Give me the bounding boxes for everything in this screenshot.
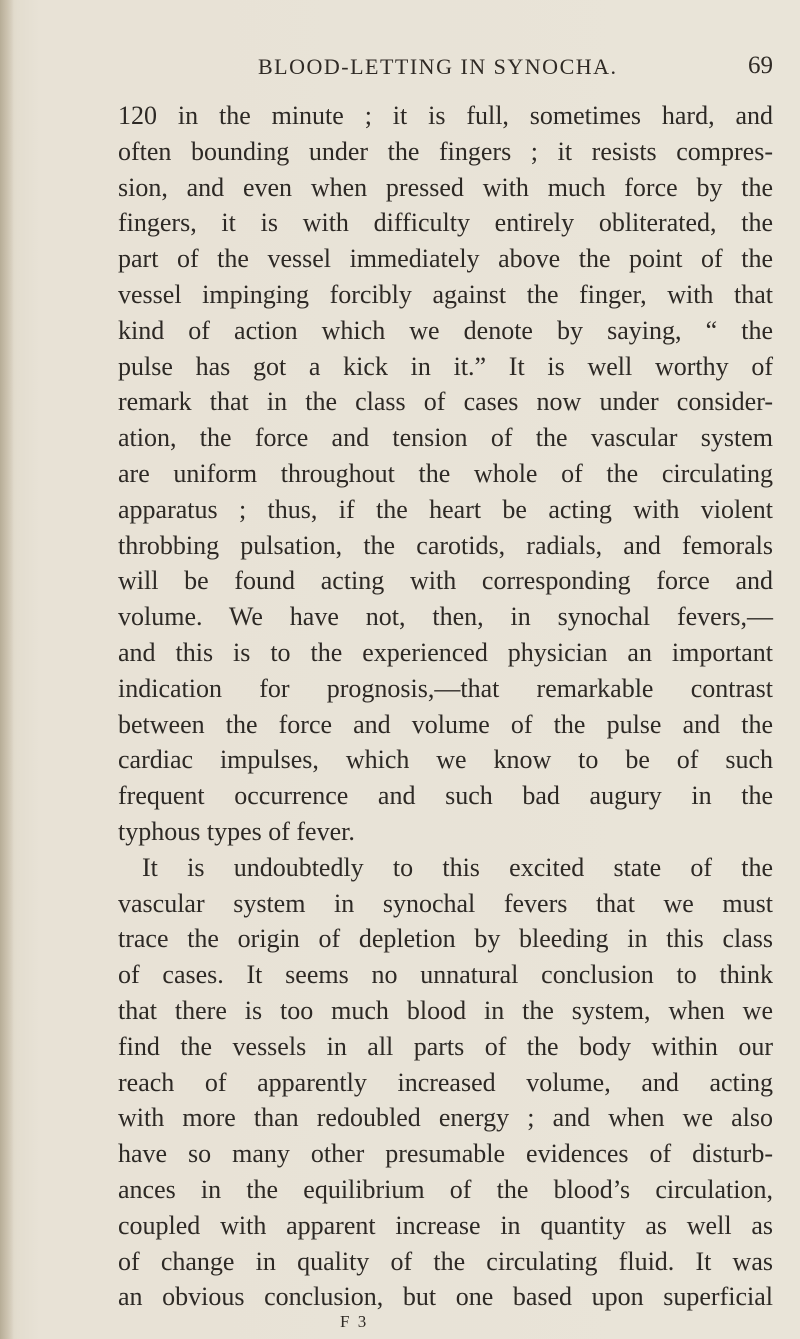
text-line: have so many other presumable evidences of disturb- xyxy=(118,1139,773,1169)
text-line: between the force and volume of the pulse and the xyxy=(118,709,773,739)
text-line: of change in quality of the circulating fluid. It was xyxy=(118,1246,773,1276)
text-line: 120 in the minute ; it is full, sometimes hard, and xyxy=(118,101,773,130)
running-head: BLOOD-LETTING IN SYNOCHA. xyxy=(258,54,618,79)
body-text xyxy=(118,98,773,1315)
page-header xyxy=(118,52,773,86)
text-line: an obvious conclusion, but one based upon superficial xyxy=(118,1282,773,1312)
text-line: ances in the equilibrium of the blood’s circulation, xyxy=(118,1174,773,1204)
text-line: apparatus ; thus, if the heart be acting with violent xyxy=(118,494,773,524)
text-line: trace the origin of depletion by bleeding in this class xyxy=(118,924,773,954)
text-line: frequent occurrence and such bad augury in the xyxy=(118,781,773,811)
text-line: of cases. It seems no unnatural conclusion to think xyxy=(118,960,773,990)
text-line: with more than redoubled energy ; and when we also xyxy=(118,1103,773,1133)
text-line: vessel impinging forcibly against the finger, with that xyxy=(118,279,773,309)
text-line: vascular system in synochal fevers that we must xyxy=(118,888,773,918)
text-line: coupled with apparent increase in quantity as well as xyxy=(118,1210,773,1240)
text-line: will be found acting with corresponding force and xyxy=(118,566,773,596)
text-line: typhous types of fever. xyxy=(118,816,355,846)
signature-mark: F 3 xyxy=(340,1312,369,1331)
text-line: find the vessels in all parts of the body within our xyxy=(118,1031,773,1061)
text-line: sion, and even when pressed with much force by the xyxy=(118,172,773,202)
text-line: fingers, it is with difficulty entirely obliterated, the xyxy=(118,208,773,238)
text-line: indication for prognosis,—that remarkable contrast xyxy=(118,673,773,703)
page-number: 69 xyxy=(748,52,773,79)
text-line: often bounding under the fingers ; it resists compres- xyxy=(118,136,773,166)
text-line: remark that in the class of cases now under consider- xyxy=(118,387,773,417)
text-line: kind of action which we denote by saying, “ the xyxy=(118,315,773,345)
text-line: throbbing pulsation, the carotids, radials, and femorals xyxy=(118,530,773,560)
text-line: cardiac impulses, which we know to be of such xyxy=(118,745,773,775)
text-line: ation, the force and tension of the vascular system xyxy=(118,423,773,453)
text-line: It is undoubtedly to this excited state of the xyxy=(142,852,773,882)
text-line: pulse has got a kick in it.” It is well worthy of xyxy=(118,351,773,381)
text-line: and this is to the experienced physician an important xyxy=(118,637,773,667)
text-line: are uniform throughout the whole of the circulating xyxy=(118,458,773,488)
spine-shadow xyxy=(0,0,14,1339)
text-line: reach of apparently increased volume, and acting xyxy=(118,1067,773,1097)
text-line: part of the vessel immediately above the point of the xyxy=(118,244,773,274)
text-line: volume. We have not, then, in synochal fevers,— xyxy=(118,602,773,632)
text-line: that there is too much blood in the system, when we xyxy=(118,995,773,1025)
